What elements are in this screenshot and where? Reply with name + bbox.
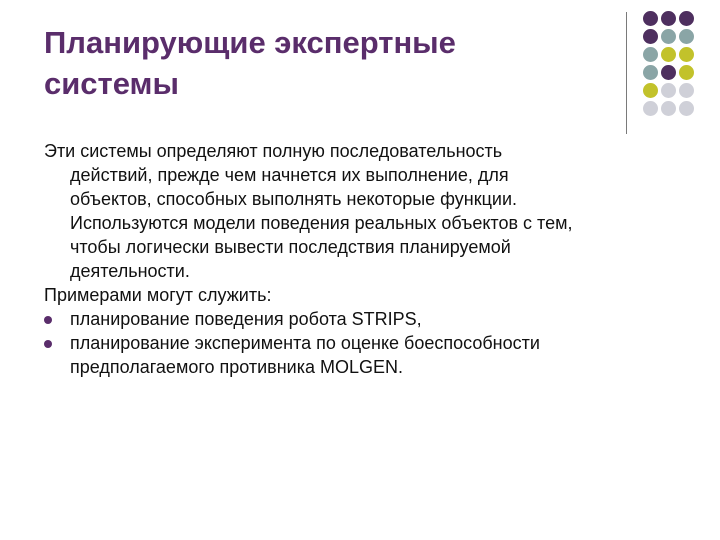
slide-title xyxy=(44,22,584,104)
bullet-dot-icon xyxy=(44,316,52,324)
decorative-dot xyxy=(679,29,694,44)
decorative-dot xyxy=(661,47,676,62)
decorative-dot xyxy=(643,47,658,62)
paragraph-line: действий, прежде чем начнется их выполнение, для xyxy=(70,165,509,185)
decorative-dot xyxy=(679,11,694,26)
bullet-dot-icon xyxy=(44,340,52,348)
bullet-text-line: планирование эксперимента по оценке боеспособности xyxy=(70,333,540,353)
decorative-dot xyxy=(679,47,694,62)
decorative-dot xyxy=(679,83,694,98)
decorative-dot xyxy=(643,83,658,98)
bullet-text-line: планирование поведения робота STRIPS, xyxy=(70,309,422,329)
slide-body xyxy=(44,139,684,379)
decorative-dot xyxy=(643,65,658,80)
slide-title-line-2: системы xyxy=(44,66,179,101)
bullet-item-molgen xyxy=(44,331,684,379)
decorative-dot xyxy=(661,65,676,80)
decorative-dot xyxy=(643,11,658,26)
decorative-dot xyxy=(661,101,676,116)
decorative-dot xyxy=(679,101,694,116)
decorative-dot xyxy=(661,83,676,98)
decorative-dot xyxy=(643,101,658,116)
decorative-dot xyxy=(679,65,694,80)
examples-intro: Примерами могут служить: xyxy=(44,285,272,305)
paragraph-line: объектов, способных выполнять некоторые функции. xyxy=(70,189,518,209)
slide-title-line-1: Планирующие экспертные xyxy=(44,25,456,60)
paragraph-line: деятельности. xyxy=(70,261,190,281)
paragraph-line: чтобы логически вывести последствия планируемой xyxy=(70,237,511,257)
decorative-dot xyxy=(643,29,658,44)
paragraph-line: Используются модели поведения реальных объектов с тем, xyxy=(70,213,573,233)
decorative-dot xyxy=(661,29,676,44)
paragraph-line: Эти системы определяют полную последовательность xyxy=(44,141,503,161)
bullet-item-strips xyxy=(44,307,684,331)
bullet-text-line: предполагаемого противника MOLGEN. xyxy=(70,357,404,377)
vertical-divider xyxy=(626,12,627,134)
decorative-dot xyxy=(661,11,676,26)
